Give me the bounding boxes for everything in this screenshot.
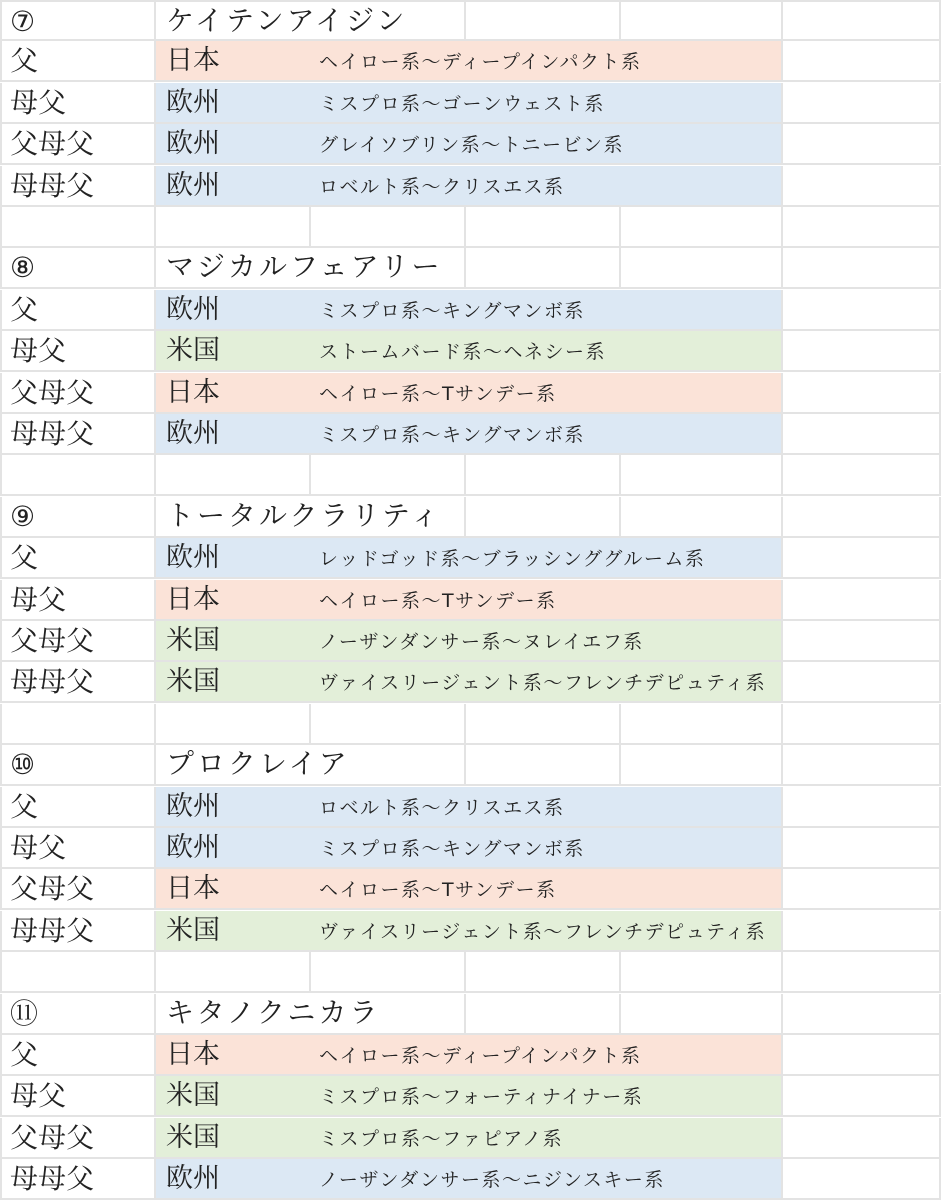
cell[interactable] — [156, 621, 311, 662]
pedigree-label: 父 — [10, 1038, 39, 1071]
cell[interactable] — [621, 621, 783, 662]
cell[interactable] — [311, 331, 607, 372]
cell[interactable] — [783, 331, 941, 372]
pedigree-row — [0, 1035, 941, 1076]
cell[interactable] — [0, 538, 156, 579]
horse-name: ケイテンアイジン — [166, 4, 408, 37]
cell[interactable] — [156, 580, 311, 621]
cell[interactable] — [0, 1076, 156, 1117]
sire-line-text: ヘイロー系〜ディープインパクト系 — [319, 1045, 642, 1067]
cell[interactable] — [0, 911, 156, 952]
cell[interactable] — [466, 497, 621, 538]
cell[interactable] — [466, 952, 621, 993]
cell[interactable] — [621, 124, 783, 165]
region-label: 米国 — [166, 666, 220, 697]
pedigree-row — [0, 83, 941, 124]
cell[interactable] — [783, 455, 941, 496]
cell[interactable] — [0, 952, 156, 993]
cell[interactable] — [156, 662, 311, 703]
pedigree-label: 父母父 — [10, 1121, 95, 1154]
cell[interactable] — [621, 952, 783, 993]
cell[interactable] — [156, 828, 311, 869]
pedigree-row — [0, 1159, 941, 1200]
cell[interactable] — [311, 41, 642, 82]
cell[interactable] — [466, 994, 621, 1035]
cell[interactable] — [311, 704, 466, 745]
block-header-row — [0, 248, 941, 289]
cell[interactable] — [311, 1159, 665, 1200]
cell[interactable] — [156, 994, 381, 1035]
pedigree-label: 母父 — [10, 334, 67, 367]
sire-line-text: ヘイロー系〜Tサンデー系 — [319, 590, 557, 612]
region-label: 欧州 — [166, 542, 220, 573]
region-label: 欧州 — [166, 294, 220, 325]
cell[interactable] — [156, 248, 443, 289]
cell[interactable] — [311, 0, 466, 41]
cell[interactable] — [156, 787, 311, 828]
sire-line-text: ミスプロ系〜ゴーンウェスト系 — [319, 93, 605, 115]
cell[interactable] — [0, 41, 156, 82]
cell[interactable] — [621, 41, 783, 82]
horse-name: マジカルフェアリー — [166, 250, 443, 283]
cell[interactable] — [311, 1118, 564, 1159]
region-label: 日本 — [166, 584, 220, 615]
cell[interactable] — [466, 455, 621, 496]
pedigree-label: 父母父 — [10, 376, 95, 409]
cell[interactable] — [156, 1159, 311, 1200]
cell[interactable] — [783, 952, 941, 993]
cell[interactable] — [621, 331, 783, 372]
cell[interactable] — [156, 207, 311, 248]
cell[interactable] — [0, 869, 156, 910]
pedigree-row — [0, 580, 941, 621]
pedigree-label: 母母父 — [10, 417, 95, 450]
cell[interactable] — [783, 0, 941, 41]
cell[interactable] — [311, 828, 585, 869]
cell[interactable] — [311, 911, 767, 952]
cell[interactable] — [783, 207, 941, 248]
sire-line-text: ロベルト系〜クリスエス系 — [319, 176, 565, 198]
cell[interactable] — [0, 373, 156, 414]
cell[interactable] — [311, 414, 585, 455]
block-header-row — [0, 745, 941, 786]
cell[interactable] — [621, 414, 783, 455]
pedigree-label: 父 — [10, 293, 39, 326]
pedigree-label: 父 — [10, 541, 39, 574]
cell[interactable] — [311, 580, 557, 621]
cell[interactable] — [783, 580, 941, 621]
cell[interactable] — [311, 124, 625, 165]
pedigree-row — [0, 166, 941, 207]
cell[interactable] — [621, 207, 783, 248]
cell[interactable] — [621, 1076, 783, 1117]
cell[interactable] — [311, 290, 585, 331]
cell[interactable] — [0, 414, 156, 455]
region-label: 米国 — [166, 1080, 220, 1111]
sire-line-text: ノーザンダンサー系〜ヌレイエフ系 — [319, 631, 644, 653]
sire-line-text: ミスプロ系〜キングマンボ系 — [319, 424, 585, 446]
cell[interactable] — [311, 662, 767, 703]
cell[interactable] — [783, 1076, 941, 1117]
cell[interactable] — [0, 745, 156, 786]
cell[interactable] — [783, 166, 941, 207]
cell[interactable] — [783, 828, 941, 869]
pedigree-row — [0, 1076, 941, 1117]
region-label: 欧州 — [166, 87, 220, 118]
pedigree-row — [0, 869, 941, 910]
cell[interactable] — [156, 83, 311, 124]
cell[interactable] — [621, 704, 783, 745]
cell[interactable] — [156, 41, 311, 82]
cell[interactable] — [311, 787, 565, 828]
cell[interactable] — [621, 83, 783, 124]
cell[interactable] — [311, 497, 466, 538]
cell[interactable] — [466, 248, 621, 289]
blank-row — [0, 455, 941, 496]
cell[interactable] — [311, 83, 605, 124]
cell[interactable] — [311, 455, 466, 496]
horse-name: トータルクラリティ — [166, 499, 442, 532]
cell[interactable] — [156, 1035, 311, 1076]
region-label: 欧州 — [166, 791, 220, 822]
sire-line-text: ミスプロ系〜ファピアノ系 — [319, 1128, 564, 1150]
pedigree-label: 母父 — [10, 1079, 67, 1112]
pedigree-label: 父母父 — [10, 624, 95, 657]
region-label: 日本 — [166, 377, 220, 408]
cell[interactable] — [0, 787, 156, 828]
blank-row — [0, 207, 941, 248]
cell[interactable] — [156, 869, 311, 910]
cell[interactable] — [621, 1118, 783, 1159]
cell[interactable] — [311, 373, 557, 414]
cell[interactable] — [0, 248, 156, 289]
cell[interactable] — [0, 497, 156, 538]
cell[interactable] — [783, 1159, 941, 1200]
cell[interactable] — [156, 911, 311, 952]
cell[interactable] — [311, 248, 466, 289]
sire-line-text: ヘイロー系〜Tサンデー系 — [319, 879, 557, 901]
pedigree-row — [0, 787, 941, 828]
cell[interactable] — [156, 538, 311, 579]
cell[interactable] — [621, 787, 783, 828]
cell[interactable] — [466, 704, 621, 745]
entry-number: ⑨ — [10, 500, 36, 533]
sire-line-text: ヴァイスリージェント系〜フレンチデピュティ系 — [319, 672, 767, 694]
cell[interactable] — [0, 83, 156, 124]
region-label: 欧州 — [166, 128, 220, 159]
horse-name: プロクレイア — [166, 747, 350, 780]
pedigree-label: 母母父 — [10, 1162, 95, 1195]
cell[interactable] — [156, 704, 311, 745]
cell[interactable] — [311, 952, 466, 993]
pedigree-row — [0, 331, 941, 372]
pedigree-label: 父 — [10, 44, 39, 77]
pedigree-row — [0, 662, 941, 703]
entry-number: ⑧ — [10, 251, 36, 284]
region-label: 日本 — [166, 1039, 220, 1070]
cell[interactable] — [621, 994, 783, 1035]
cell[interactable] — [0, 455, 156, 496]
sire-line-text: ロベルト系〜クリスエス系 — [319, 797, 565, 819]
cell[interactable] — [0, 580, 156, 621]
sire-line-text: ヴァイスリージェント系〜フレンチデピュティ系 — [319, 921, 767, 943]
cell[interactable] — [0, 207, 156, 248]
cell[interactable] — [156, 745, 350, 786]
cell[interactable] — [311, 538, 706, 579]
cell[interactable] — [156, 455, 311, 496]
pedigree-label: 父 — [10, 790, 39, 823]
entry-number: ⑦ — [10, 5, 36, 38]
horse-name: キタノクニカラ — [166, 996, 381, 1029]
cell[interactable] — [311, 1076, 644, 1117]
cell[interactable] — [783, 745, 941, 786]
cell[interactable] — [783, 1118, 941, 1159]
pedigree-label: 母母父 — [10, 914, 95, 947]
cell[interactable] — [783, 621, 941, 662]
pedigree-row — [0, 124, 941, 165]
cell[interactable] — [156, 1076, 311, 1117]
block-header-row — [0, 994, 941, 1035]
cell[interactable] — [466, 745, 621, 786]
sire-line-text: レッドゴッド系〜ブラッシンググルーム系 — [319, 548, 706, 570]
cell[interactable] — [621, 580, 783, 621]
sire-line-text: ノーザンダンサー系〜ニジンスキー系 — [319, 1169, 665, 1191]
cell[interactable] — [621, 828, 783, 869]
block-header-row — [0, 497, 941, 538]
cell[interactable] — [783, 248, 941, 289]
pedigree-label: 父母父 — [10, 872, 95, 905]
sire-line-text: ヘイロー系〜ディープインパクト系 — [319, 51, 642, 73]
cell[interactable] — [156, 166, 311, 207]
cell[interactable] — [621, 373, 783, 414]
cell[interactable] — [156, 0, 408, 41]
cell[interactable] — [0, 621, 156, 662]
cell[interactable] — [466, 207, 621, 248]
blank-row — [0, 952, 941, 993]
cell[interactable] — [621, 0, 783, 41]
region-label: 米国 — [166, 1122, 220, 1153]
pedigree-label: 母母父 — [10, 169, 95, 202]
cell[interactable] — [783, 497, 941, 538]
cell[interactable] — [621, 248, 783, 289]
region-label: 米国 — [166, 335, 220, 366]
cell[interactable] — [156, 497, 442, 538]
cell[interactable] — [783, 911, 941, 952]
cell[interactable] — [783, 538, 941, 579]
sire-line-text: ミスプロ系〜キングマンボ系 — [319, 300, 585, 322]
region-label: 欧州 — [166, 832, 220, 863]
pedigree-row — [0, 828, 941, 869]
cell[interactable] — [0, 1118, 156, 1159]
region-label: 欧州 — [166, 170, 220, 201]
region-label: 米国 — [166, 915, 220, 946]
cell[interactable] — [311, 166, 565, 207]
sire-line-text: ストームバード系〜ヘネシー系 — [319, 341, 607, 363]
cell[interactable] — [783, 83, 941, 124]
cell[interactable] — [0, 828, 156, 869]
cell[interactable] — [783, 662, 941, 703]
cell[interactable] — [783, 704, 941, 745]
cell[interactable] — [466, 0, 621, 41]
sire-line-text: グレイソブリン系〜トニービン系 — [319, 134, 625, 156]
cell[interactable] — [311, 745, 466, 786]
pedigree-row — [0, 538, 941, 579]
cell[interactable] — [311, 994, 466, 1035]
entry-number: ⑪ — [10, 997, 39, 1030]
cell[interactable] — [156, 290, 311, 331]
pedigree-row — [0, 414, 941, 455]
pedigree-label: 父母父 — [10, 127, 95, 160]
cell[interactable] — [0, 1159, 156, 1200]
cell[interactable] — [783, 994, 941, 1035]
blank-row — [0, 704, 941, 745]
cell[interactable] — [621, 869, 783, 910]
cell[interactable] — [311, 207, 466, 248]
cell[interactable] — [156, 414, 311, 455]
pedigree-label: 母父 — [10, 831, 67, 864]
pedigree-row — [0, 1118, 941, 1159]
cell[interactable] — [0, 290, 156, 331]
cell[interactable] — [0, 994, 156, 1035]
cell[interactable] — [621, 1035, 783, 1076]
block-header-row — [0, 0, 941, 41]
region-label: 日本 — [166, 45, 220, 76]
pedigree-row — [0, 911, 941, 952]
region-label: 日本 — [166, 873, 220, 904]
region-label: 米国 — [166, 625, 220, 656]
cell[interactable] — [0, 662, 156, 703]
pedigree-label: 母父 — [10, 86, 67, 119]
cell[interactable] — [156, 373, 311, 414]
cell[interactable] — [783, 290, 941, 331]
cell[interactable] — [783, 124, 941, 165]
cell[interactable] — [621, 745, 783, 786]
sire-line-text: ミスプロ系〜キングマンボ系 — [319, 838, 585, 860]
sire-line-text: ミスプロ系〜フォーティナイナー系 — [319, 1086, 644, 1108]
cell[interactable] — [783, 1035, 941, 1076]
pedigree-row — [0, 290, 941, 331]
cell[interactable] — [621, 455, 783, 496]
cell[interactable] — [621, 166, 783, 207]
pedigree-row — [0, 373, 941, 414]
cell[interactable] — [0, 704, 156, 745]
region-label: 欧州 — [166, 1163, 220, 1194]
cell[interactable] — [0, 1035, 156, 1076]
pedigree-row — [0, 621, 941, 662]
sire-line-text: ヘイロー系〜Tサンデー系 — [319, 383, 557, 405]
cell[interactable] — [0, 331, 156, 372]
pedigree-label: 母父 — [10, 583, 67, 616]
cell[interactable] — [156, 331, 311, 372]
cell[interactable] — [783, 414, 941, 455]
cell[interactable] — [156, 124, 311, 165]
cell[interactable] — [156, 952, 311, 993]
cell[interactable] — [783, 869, 941, 910]
cell[interactable] — [783, 373, 941, 414]
cell[interactable] — [621, 497, 783, 538]
cell[interactable] — [621, 290, 783, 331]
pedigree-row — [0, 41, 941, 82]
cell[interactable] — [783, 41, 941, 82]
cell[interactable] — [156, 1118, 311, 1159]
cell[interactable] — [0, 0, 156, 41]
entry-number: ⑩ — [10, 748, 36, 781]
cell[interactable] — [311, 1035, 642, 1076]
cell[interactable] — [311, 869, 557, 910]
cell[interactable] — [0, 166, 156, 207]
pedigree-label: 母母父 — [10, 665, 95, 698]
region-label: 欧州 — [166, 418, 220, 449]
cell[interactable] — [311, 621, 644, 662]
cell[interactable] — [783, 787, 941, 828]
cell[interactable] — [0, 124, 156, 165]
